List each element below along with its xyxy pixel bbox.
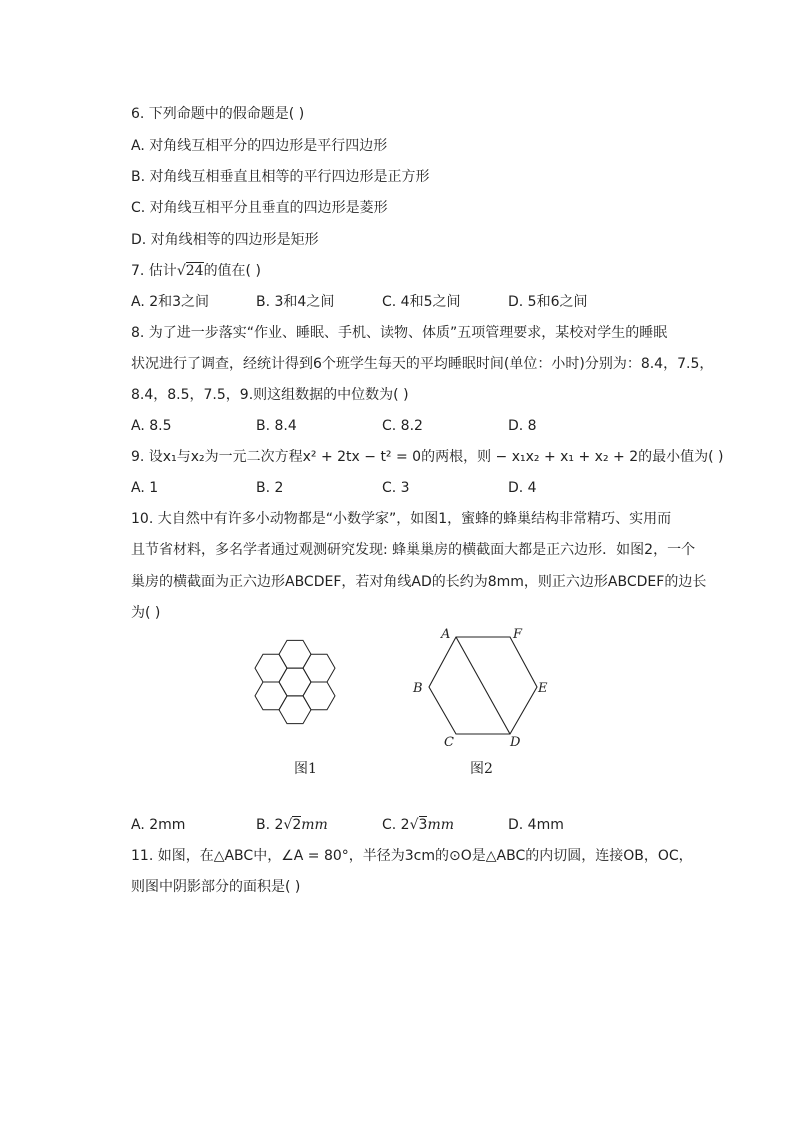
q9-stem: 9. 设x₁与x₂为一元二次方程x² + 2tx − t² = 0的两根，则 − x₁x₂ + x₁ + x₂ + 2的最小值为( ) bbox=[131, 449, 724, 465]
label-b: B bbox=[413, 681, 423, 696]
q7-radicand: 24 bbox=[185, 263, 204, 279]
q10-option-b-radicand: 2 bbox=[292, 817, 302, 833]
q9-option-c: C. 3 bbox=[382, 480, 410, 496]
q8-option-c: C. 8.2 bbox=[382, 418, 423, 434]
q8-line-1: 8. 为了进一步落实“作业、睡眠、手机、读物、体质”五项管理要求，某校对学生的睡眠 bbox=[131, 325, 668, 341]
q8-option-b: B. 8.4 bbox=[256, 418, 297, 434]
q10-option-b-label: B. 2 bbox=[256, 817, 284, 833]
q10-option-c bbox=[382, 815, 454, 835]
q10-line-1: 10. 大自然中有许多小动物都是“小数学家”，如图1，蜜蜂的蜂巢结构非常精巧、实用而 bbox=[131, 511, 672, 527]
figure-1-honeycomb bbox=[240, 635, 350, 730]
hex-cell bbox=[279, 640, 311, 668]
label-e: E bbox=[538, 681, 548, 696]
q10-option-b-unit: mm bbox=[301, 817, 328, 833]
q6-option-d: D. 对角线相等的四边形是矩形 bbox=[131, 232, 319, 248]
label-d: D bbox=[510, 735, 521, 750]
q7-option-a: A. 2和3之间 bbox=[131, 294, 210, 310]
q7-stem bbox=[131, 261, 261, 281]
q9-option-a: A. 1 bbox=[131, 480, 159, 496]
label-f: F bbox=[513, 627, 523, 642]
q8-option-a: A. 8.5 bbox=[131, 418, 172, 434]
q10-line-3: 巢房的横截面为正六边形ABCDEF，若对角线AD的长约为8mm，则正六边形ABCDEF的边长 bbox=[131, 574, 707, 590]
q8-line-3: 8.4，8.5，7.5，9.则这组数据的中位数为( ) bbox=[131, 387, 409, 403]
q11-line-1: 11. 如图，在△ABC中，∠A = 80°，半径为3cm的⊙O是△ABC的内切圆，连接OB，OC， bbox=[131, 848, 693, 864]
q10-option-c-unit: mm bbox=[427, 817, 454, 833]
sqrt-symbol: √ bbox=[176, 263, 186, 279]
hex-cell bbox=[255, 654, 287, 682]
q6-option-a: A. 对角线互相平分的四边形是平行四边形 bbox=[131, 138, 388, 154]
q7-stem-pre: 7. 估计 bbox=[131, 263, 177, 279]
hex-cell bbox=[279, 668, 311, 696]
q8-line-2: 状况进行了调查，经统计得到6个班学生每天的平均睡眠时间(单位：小时)分别为：8.4，7.5， bbox=[131, 356, 714, 372]
figure-1-caption: 图1 bbox=[294, 761, 317, 777]
q6-stem: 6. 下列命题中的假命题是( ) bbox=[131, 106, 305, 122]
q7-option-b: B. 3和4之间 bbox=[256, 294, 335, 310]
diagonal-ad bbox=[456, 637, 510, 734]
label-c: C bbox=[444, 735, 454, 750]
q10-line-2: 且节省材料，多名学者通过观测研究发现: 蜂巢巢房的横截面大都是正六边形．如图2，一个 bbox=[131, 542, 696, 558]
sqrt-symbol: √ bbox=[409, 817, 419, 833]
q6-option-b: B. 对角线互相垂直且相等的平行四边形是正方形 bbox=[131, 169, 430, 185]
q6-option-c: C. 对角线互相平分且垂直的四边形是菱形 bbox=[131, 200, 388, 216]
q7-stem-post: 的值在( ) bbox=[203, 263, 261, 279]
label-a: A bbox=[441, 627, 451, 642]
hex-cell bbox=[279, 696, 311, 724]
q10-option-a: A. 2mm bbox=[131, 817, 186, 833]
q9-option-d: D. 4 bbox=[508, 480, 537, 496]
q8-option-d: D. 8 bbox=[508, 418, 537, 434]
figure-2-hexagon bbox=[408, 622, 558, 752]
q10-line-4: 为( ) bbox=[131, 605, 161, 621]
q7-option-d: D. 5和6之间 bbox=[508, 294, 588, 310]
q10-option-d: D. 4mm bbox=[508, 817, 564, 833]
q10-option-b bbox=[256, 815, 328, 835]
sqrt-symbol: √ bbox=[283, 817, 293, 833]
q10-option-c-label: C. 2 bbox=[382, 817, 410, 833]
hex-cell bbox=[303, 654, 335, 682]
q11-line-2: 则图中阴影部分的面积是( ) bbox=[131, 879, 301, 895]
q10-option-c-radicand: 3 bbox=[418, 817, 428, 833]
hex-cell bbox=[255, 682, 287, 710]
q9-option-b: B. 2 bbox=[256, 480, 284, 496]
figure-2-caption: 图2 bbox=[470, 761, 493, 777]
q7-option-c: C. 4和5之间 bbox=[382, 294, 461, 310]
hex-cell bbox=[303, 682, 335, 710]
